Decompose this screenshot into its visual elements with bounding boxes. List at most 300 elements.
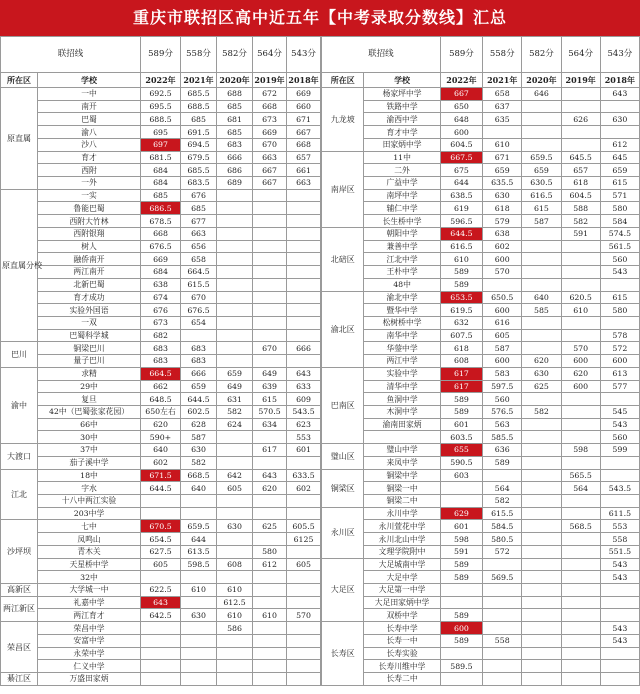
table-row [1,304,321,317]
column-header: 学校 [38,73,141,88]
score-cell: 650左右 [141,405,181,418]
score-cell: 560 [600,431,639,444]
table-row [1,634,321,647]
score-cell: 612 [253,558,287,571]
score-cell: 681.5 [141,151,181,164]
score-cell: 673 [141,316,181,329]
score-cell: 615.5 [181,278,217,291]
score-cell [522,647,561,660]
score-cell: 633 [287,380,321,393]
score-cell [217,545,253,558]
score-cell: 545 [600,405,639,418]
score-cell [522,673,561,686]
score-cell: 648.5 [141,393,181,406]
score-cell [522,533,561,546]
table-row [322,100,640,113]
table-row [322,660,640,673]
school-name-cell: 来凤中学 [364,456,440,469]
score-cell: 659.5 [181,520,217,533]
score-cell [483,558,522,571]
score-cell: 603.5 [440,431,482,444]
score-cell [217,456,253,469]
score-cell: 580.5 [483,533,522,546]
score-cell: 644.5 [440,227,482,240]
district-cell: 大足区 [322,558,364,622]
score-cell: 560 [483,393,522,406]
score-cell: 543 [600,266,639,279]
table-row [322,304,640,317]
score-cell: 648 [440,113,482,126]
school-name-cell: 一实 [38,189,141,202]
score-cell: 615 [253,393,287,406]
score-cell: 656 [181,240,217,253]
school-name-cell: 王朴中学 [364,266,440,279]
table-row [1,240,321,253]
score-cell: 619.5 [440,304,482,317]
score-cell: 635 [483,113,522,126]
score-cell: 602 [483,240,522,253]
score-cell [253,316,287,329]
score-cell [561,622,600,635]
score-cell: 605.5 [287,520,321,533]
score-cell: 685.5 [181,88,217,101]
score-cell: 658 [181,253,217,266]
score-cell [287,507,321,520]
score-cell: 587 [522,215,561,228]
score-cell: 583 [483,367,522,380]
score-cell [600,584,639,597]
district-cell: 永川区 [322,507,364,558]
score-cell [522,609,561,622]
score-cell: 684 [141,266,181,279]
score-cell [561,584,600,597]
score-cell [217,495,253,508]
table-row [1,202,321,215]
score-cell [561,647,600,660]
score-cell: 620 [561,367,600,380]
table-row [1,380,321,393]
score-cell [600,456,639,469]
score-cell [287,647,321,660]
score-cell [253,202,287,215]
score-cell: 572 [483,545,522,558]
score-cell [522,482,561,495]
score-cell [522,520,561,533]
score-cell: 600 [600,355,639,368]
score-cell: 600 [483,304,522,317]
score-cell [600,316,639,329]
score-cell [522,622,561,635]
score-cell [287,304,321,317]
table-row [322,240,640,253]
table-row [1,100,321,113]
score-cell [253,253,287,266]
table-row [322,520,640,533]
score-cell: 589 [440,634,482,647]
district-cell: 巴川 [1,342,38,367]
score-cell: 669 [287,88,321,101]
score-cell: 632 [440,316,482,329]
school-name-cell: 育才中学 [364,126,440,139]
score-cell: 667 [440,88,482,101]
table-row [322,482,640,495]
score-cell: 639 [253,380,287,393]
school-name-cell: 长寿实验 [364,647,440,660]
score-cell [483,126,522,139]
score-cell: 668.5 [181,469,217,482]
school-name-cell: 仁义中学 [38,660,141,673]
score-cell: 677 [181,215,217,228]
score-cell: 568.5 [561,520,600,533]
score-cell [253,431,287,444]
school-name-cell: 育才成功 [38,291,141,304]
score-cell [253,673,287,686]
score-cell [181,596,217,609]
school-name-cell: 203中学 [38,507,141,520]
score-cell: 662 [141,380,181,393]
score-cell [522,138,561,151]
score-cell: 611.5 [600,507,639,520]
score-cell: 683 [141,342,181,355]
district-cell: 北碚区 [322,227,364,291]
school-name-cell: 37中 [38,444,141,457]
table-row [322,418,640,431]
score-cell: 685.5 [181,164,217,177]
table-row [1,673,321,686]
table-row [322,278,640,291]
score-cell: 601 [287,444,321,457]
score-cell: 644.5 [141,482,181,495]
table-row [322,584,640,597]
score-cell [561,253,600,266]
score-cell: 664.5 [181,266,217,279]
score-cell [253,507,287,520]
score-cell: 638.5 [440,189,482,202]
score-cell: 605 [141,558,181,571]
score-cell [522,126,561,139]
school-name-cell: 江北中学 [364,253,440,266]
district-cell: 南岸区 [322,151,364,227]
school-name-cell: 渝南田家炳 [364,418,440,431]
score-cell [287,622,321,635]
score-cell: 686 [217,164,253,177]
school-name-cell: 融侨南开 [38,253,141,266]
score-cell: 613.5 [181,545,217,558]
school-name-cell: 长寿二中 [364,673,440,686]
score-cell [253,240,287,253]
table-row [1,342,321,355]
score-cell: 601 [440,418,482,431]
score-cell: 630 [181,444,217,457]
score-cell [253,355,287,368]
score-cell [522,253,561,266]
school-name-cell: 十八中两江实验 [38,495,141,508]
district-cell: 沙坪坝 [1,520,38,584]
score-cell: 612 [600,138,639,151]
score-cell: 616 [483,316,522,329]
score-cell: 682 [141,329,181,342]
score-cell [217,291,253,304]
score-cell: 587 [483,342,522,355]
table-row [1,164,321,177]
table-row [1,393,321,406]
score-cell: 659 [522,164,561,177]
score-cell: 657 [561,164,600,177]
column-header: 2022年 [440,73,482,88]
score-cell: 589 [440,393,482,406]
school-name-cell: 文理学院附中 [364,545,440,558]
score-cell [217,355,253,368]
score-cell: 587 [181,431,217,444]
school-name-cell: 安富中学 [38,634,141,647]
score-cell: 661 [287,164,321,177]
table-row [1,596,321,609]
table-row [322,456,640,469]
cutoff-score-cell: 543分 [287,37,321,73]
score-cell: 629 [440,507,482,520]
score-cell: 635.5 [483,177,522,190]
score-cell [561,126,600,139]
score-cell: 630 [181,609,217,622]
score-cell [253,227,287,240]
score-cell [561,571,600,584]
school-name-cell: 青木关 [38,545,141,558]
score-cell [561,405,600,418]
score-cell [253,647,287,660]
score-cell: 637 [483,100,522,113]
score-cell: 591 [440,545,482,558]
score-cell: 643 [287,367,321,380]
score-cell [522,316,561,329]
score-cell: 577 [600,380,639,393]
score-cell: 644.5 [181,393,217,406]
score-cell [440,584,482,597]
score-cell [600,495,639,508]
score-cell: 578 [600,329,639,342]
score-cell [253,215,287,228]
score-cell: 695.5 [141,100,181,113]
score-cell [181,673,217,686]
score-cell [253,456,287,469]
school-name-cell: 量子巴川 [38,355,141,368]
school-name-cell: 长寿中学 [364,622,440,635]
score-cell: 685 [141,189,181,202]
score-cell: 678.5 [141,215,181,228]
score-cell [181,329,217,342]
score-cell: 630 [522,367,561,380]
school-name-cell: 铜梁巴川 [38,342,141,355]
score-cell [561,88,600,101]
score-cell: 659 [181,380,217,393]
column-header: 2022年 [141,73,181,88]
score-cell: 564 [561,482,600,495]
score-cell: 676.5 [141,240,181,253]
table-row [1,266,321,279]
score-cell: 643 [253,469,287,482]
score-cell: 618 [483,202,522,215]
score-cell [217,189,253,202]
score-cell [561,495,600,508]
score-cell [253,495,287,508]
score-cell: 676 [141,304,181,317]
table-row [322,177,640,190]
score-cell: 671.5 [141,469,181,482]
score-cell: 649 [253,367,287,380]
score-cell: 588 [561,202,600,215]
score-cell: 620 [522,355,561,368]
district-cell: 巴南区 [322,367,364,443]
score-cell [217,304,253,317]
score-cell [483,609,522,622]
school-name-cell: 巴蜀 [38,113,141,126]
score-cell: 630.5 [522,177,561,190]
table-row [322,202,640,215]
table-row [1,444,321,457]
school-name-cell: 长生桥中学 [364,215,440,228]
score-cell: 620 [141,418,181,431]
score-cell: 551.5 [600,545,639,558]
school-name-cell: 朝阳中学 [364,227,440,240]
school-name-cell: 42中（巴蜀张家花园） [38,405,141,418]
score-cell: 660 [287,100,321,113]
score-cell [141,571,181,584]
score-cell [483,596,522,609]
score-cell: 590+ [141,431,181,444]
score-cell: 596.5 [440,215,482,228]
score-cell: 667.5 [440,151,482,164]
score-cell [141,495,181,508]
score-cell [561,609,600,622]
score-cell [522,100,561,113]
score-cell: 626 [561,113,600,126]
score-cell: 631 [217,393,253,406]
score-cell [522,456,561,469]
score-cell [141,622,181,635]
column-header: 2020年 [217,73,253,88]
score-cell [287,584,321,597]
school-name-cell: 南开 [38,100,141,113]
score-cell: 658 [483,88,522,101]
score-cell [217,507,253,520]
district-cell: 原直属分校 [1,189,38,342]
score-cell: 683.5 [181,177,217,190]
school-name-cell: 大足城南中学 [364,558,440,571]
school-name-cell: 两江育才 [38,609,141,622]
table-row [1,278,321,291]
score-cell: 649 [217,380,253,393]
score-cell: 600 [440,126,482,139]
score-cell [217,329,253,342]
score-cell: 673 [253,113,287,126]
score-cell: 564 [483,482,522,495]
cutoff-score-cell: 589分 [141,37,181,73]
score-cell [522,469,561,482]
school-name-cell: 木洞中学 [364,405,440,418]
table-row [1,545,321,558]
school-name-cell: 11中 [364,151,440,164]
district-cell: 大渡口 [1,444,38,469]
table-row [322,444,640,457]
score-cell: 543 [600,571,639,584]
score-cell [561,329,600,342]
school-name-cell: 两江南开 [38,266,141,279]
score-cell [561,278,600,291]
score-cell [287,596,321,609]
school-name-cell [364,431,440,444]
score-cell [522,329,561,342]
table-row [1,405,321,418]
column-header: 2018年 [287,73,321,88]
score-cell [287,660,321,673]
table-row [322,291,640,304]
score-cell: 543 [600,558,639,571]
score-cell: 697 [141,138,181,151]
school-name-cell: 一外 [38,177,141,190]
score-cell [253,291,287,304]
table-row [322,393,640,406]
score-cell [522,278,561,291]
table-row [322,316,640,329]
table-row [322,126,640,139]
score-cell: 597.5 [483,380,522,393]
school-name-cell: 渝西中学 [364,113,440,126]
score-cell [483,584,522,597]
school-name-cell: 华蓥中学 [364,342,440,355]
table-row [1,329,321,342]
score-cell [287,240,321,253]
left-score-table [0,36,321,686]
score-cell: 688 [217,88,253,101]
school-name-cell: 兼善中学 [364,240,440,253]
score-cell: 602 [287,482,321,495]
score-cell: 663 [287,177,321,190]
table-row [1,558,321,571]
school-name-cell: 辅仁中学 [364,202,440,215]
score-cell: 589 [440,266,482,279]
score-cell: 683 [181,342,217,355]
score-cell [522,634,561,647]
table-row [1,660,321,673]
school-name-cell: 暨华中学 [364,304,440,317]
score-cell: 543 [600,418,639,431]
score-cell: 585.5 [483,431,522,444]
table-row [322,342,640,355]
score-cell: 543.5 [287,405,321,418]
school-name-cell: 大足田家炳中学 [364,596,440,609]
score-cell: 610 [483,138,522,151]
school-name-cell: 复旦 [38,393,141,406]
score-cell [522,240,561,253]
score-cell [217,571,253,584]
score-cell: 561.5 [600,240,639,253]
column-header: 2019年 [253,73,287,88]
score-cell: 692.5 [141,88,181,101]
score-cell: 570 [483,266,522,279]
school-name-cell: 南坪中学 [364,189,440,202]
score-cell: 667 [253,177,287,190]
score-cell: 666 [287,342,321,355]
score-cell [141,647,181,660]
score-cell [600,393,639,406]
table-row [322,647,640,660]
score-cell: 683 [217,138,253,151]
score-cell [600,673,639,686]
score-cell [181,495,217,508]
score-cell [600,609,639,622]
school-name-cell: 大足中学 [364,571,440,584]
score-cell [600,100,639,113]
score-cell: 685 [181,202,217,215]
